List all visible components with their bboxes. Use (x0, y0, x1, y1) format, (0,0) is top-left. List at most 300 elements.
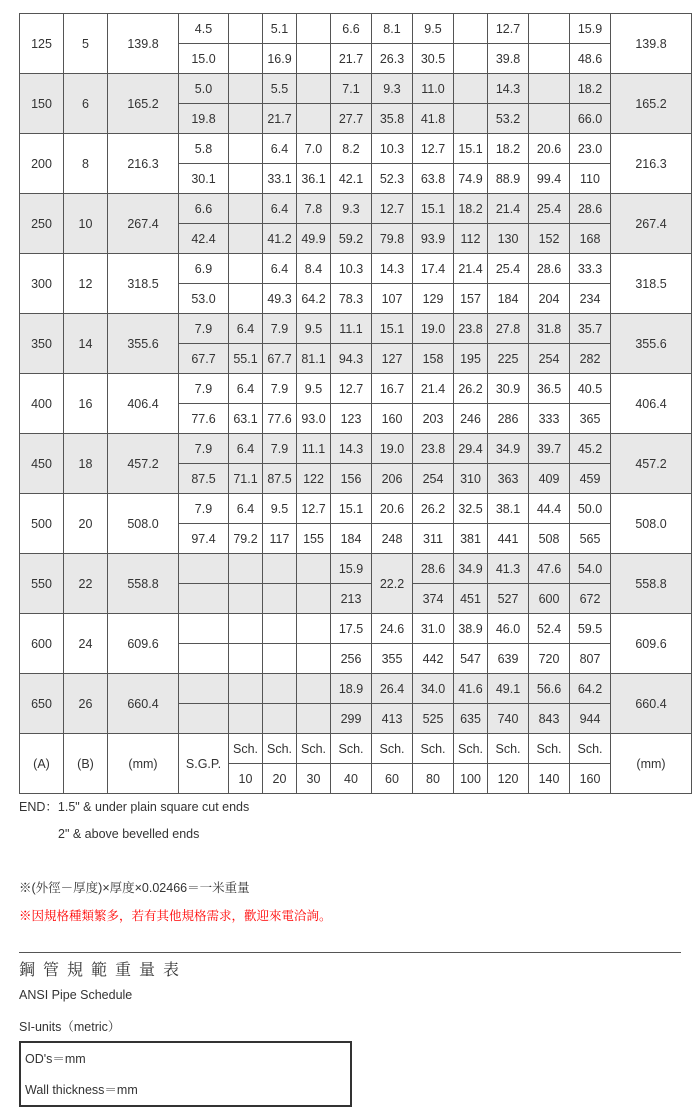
thickness-cell-s100: 18.2 (454, 194, 488, 224)
weight-cell-s30 (297, 644, 331, 674)
thickness-cell-s100: 29.4 (454, 434, 488, 464)
thickness-cell-s40: 18.9 (331, 674, 372, 704)
section-divider (19, 952, 681, 953)
thickness-cell-s160: 40.5 (570, 374, 611, 404)
weight-cell-s30 (297, 584, 331, 614)
outer-diameter-mm: 457.2 (108, 434, 179, 494)
nominal-size-b: 22 (64, 554, 108, 614)
weight-cell-s40: 78.3 (331, 284, 372, 314)
weight-cell-s30: 93.0 (297, 404, 331, 434)
thickness-cell-s20: 7.9 (263, 314, 297, 344)
weight-cell-s80: 203 (413, 404, 454, 434)
weight-cell-s140: 409 (529, 464, 570, 494)
thickness-cell-sgp (179, 554, 229, 584)
thickness-cell-s20: 7.9 (263, 374, 297, 404)
nominal-size-b: 24 (64, 614, 108, 674)
thickness-cell-s40: 15.9 (331, 554, 372, 584)
end-note-line2: 2" & above bevelled ends (58, 827, 200, 841)
thickness-cell-s140: 52.4 (529, 614, 570, 644)
weight-cell-s160: 168 (570, 224, 611, 254)
thickness-cell-s20: 5.1 (263, 14, 297, 44)
table-row (20, 314, 692, 344)
weight-cell-s80: 311 (413, 524, 454, 554)
footer-sch-label: Sch. (331, 734, 372, 764)
weight-cell-s140 (529, 44, 570, 74)
thickness-cell-s80: 28.6 (413, 554, 454, 584)
thickness-cell-s20 (263, 554, 297, 584)
table-row (20, 14, 692, 44)
weight-cell-s100: 451 (454, 584, 488, 614)
footer-sch-number: 100 (454, 764, 488, 794)
table-row (20, 494, 692, 524)
footer-sch-number: 140 (529, 764, 570, 794)
thickness-cell-s20 (263, 674, 297, 704)
weight-cell-sgp (179, 704, 229, 734)
weight-cell-s80: 525 (413, 704, 454, 734)
weight-cell-s160: 459 (570, 464, 611, 494)
nominal-size-b: 16 (64, 374, 108, 434)
weight-cell-s40: 299 (331, 704, 372, 734)
thickness-cell-s10: 6.4 (229, 494, 263, 524)
weight-cell-s140: 333 (529, 404, 570, 434)
weight-cell-s120: 441 (488, 524, 529, 554)
thickness-cell-s140: 25.4 (529, 194, 570, 224)
footer-sch-label: Sch. (529, 734, 570, 764)
footer-od-label: (mm) (611, 734, 692, 794)
thickness-cell-s10 (229, 614, 263, 644)
weight-cell-s160: 807 (570, 644, 611, 674)
outer-diameter-right: 406.4 (611, 374, 692, 434)
weight-cell-s120: 88.9 (488, 164, 529, 194)
weight-cell-s40: 123 (331, 404, 372, 434)
weight-cell-s160: 48.6 (570, 44, 611, 74)
thickness-cell-s80: 31.0 (413, 614, 454, 644)
weight-cell-s60: 413 (372, 704, 413, 734)
thickness-cell-s160: 64.2 (570, 674, 611, 704)
weight-cell-s10 (229, 284, 263, 314)
weight-cell-s120: 363 (488, 464, 529, 494)
section-title: 鋼管規範重量表 (19, 960, 188, 979)
nominal-size-b: 14 (64, 314, 108, 374)
footer-sch-label: Sch. (570, 734, 611, 764)
weight-cell-s100 (454, 104, 488, 134)
thickness-cell-s40: 17.5 (331, 614, 372, 644)
nominal-size-a: 400 (20, 374, 64, 434)
outer-diameter-mm: 355.6 (108, 314, 179, 374)
weight-cell-s20: 41.2 (263, 224, 297, 254)
weight-cell-s20 (263, 644, 297, 674)
weight-cell-s120: 225 (488, 344, 529, 374)
nominal-size-b: 10 (64, 194, 108, 254)
outer-diameter-right: 355.6 (611, 314, 692, 374)
thickness-cell-s10 (229, 194, 263, 224)
weight-cell-s60: 35.8 (372, 104, 413, 134)
outer-diameter-right: 508.0 (611, 494, 692, 554)
pipe-schedule-table (19, 13, 692, 794)
footer-sch-label: Sch. (488, 734, 529, 764)
thickness-cell-s120: 41.3 (488, 554, 529, 584)
thickness-cell-s20: 9.5 (263, 494, 297, 524)
weight-cell-s60: 26.3 (372, 44, 413, 74)
weight-cell-s120: 740 (488, 704, 529, 734)
thickness-cell-s10: 6.4 (229, 374, 263, 404)
weight-cell-s20: 49.3 (263, 284, 297, 314)
weight-cell-s60: 79.8 (372, 224, 413, 254)
thickness-cell-s160: 33.3 (570, 254, 611, 284)
outer-diameter-right: 660.4 (611, 674, 692, 734)
thickness-cell-s10 (229, 554, 263, 584)
outer-diameter-right: 558.8 (611, 554, 692, 614)
weight-cell-s120: 130 (488, 224, 529, 254)
footer-sch-number: 60 (372, 764, 413, 794)
thickness-cell-s80: 23.8 (413, 434, 454, 464)
thickness-cell-s140: 36.5 (529, 374, 570, 404)
nominal-size-b: 6 (64, 74, 108, 134)
thickness-cell-s160: 15.9 (570, 14, 611, 44)
thickness-cell-s80: 12.7 (413, 134, 454, 164)
weight-cell-s80: 41.8 (413, 104, 454, 134)
weight-formula: ※(外徑－厚度)×厚度×0.02466＝一米重量 (19, 881, 250, 895)
thickness-cell-s120: 34.9 (488, 434, 529, 464)
thickness-cell-s120: 27.8 (488, 314, 529, 344)
thickness-cell-s20: 5.5 (263, 74, 297, 104)
thickness-cell-s10 (229, 14, 263, 44)
table-row (20, 194, 692, 224)
thickness-cell-s160: 35.7 (570, 314, 611, 344)
weight-cell-s60: 52.3 (372, 164, 413, 194)
footer-sch-number: 10 (229, 764, 263, 794)
nominal-size-b: 5 (64, 14, 108, 74)
weight-cell-sgp: 15.0 (179, 44, 229, 74)
weight-cell-s20: 16.9 (263, 44, 297, 74)
thickness-cell-s160: 45.2 (570, 434, 611, 464)
thickness-cell-s60: 22.2 (372, 554, 413, 614)
footer-mm-label: (mm) (108, 734, 179, 794)
weight-cell-s80: 158 (413, 344, 454, 374)
thickness-cell-s160: 18.2 (570, 74, 611, 104)
weight-cell-s140: 204 (529, 284, 570, 314)
outer-diameter-mm: 406.4 (108, 374, 179, 434)
thickness-cell-sgp: 6.9 (179, 254, 229, 284)
table-row (20, 614, 692, 644)
thickness-cell-s100: 34.9 (454, 554, 488, 584)
weight-cell-s140 (529, 104, 570, 134)
outer-diameter-mm: 508.0 (108, 494, 179, 554)
weight-cell-s10 (229, 224, 263, 254)
table-row (20, 254, 692, 284)
weight-cell-s40: 42.1 (331, 164, 372, 194)
thickness-cell-s10 (229, 74, 263, 104)
weight-cell-s40: 213 (331, 584, 372, 614)
weight-cell-s100: 74.9 (454, 164, 488, 194)
weight-cell-sgp (179, 644, 229, 674)
thickness-cell-s40: 14.3 (331, 434, 372, 464)
footer-sch-label: Sch. (263, 734, 297, 764)
footer-sch-number: 160 (570, 764, 611, 794)
outer-diameter-mm: 609.6 (108, 614, 179, 674)
thickness-cell-s100: 41.6 (454, 674, 488, 704)
thickness-cell-s20 (263, 614, 297, 644)
weight-cell-s10: 71.1 (229, 464, 263, 494)
weight-cell-s40: 59.2 (331, 224, 372, 254)
weight-cell-s140: 600 (529, 584, 570, 614)
table-row (20, 554, 692, 584)
weight-cell-s60: 160 (372, 404, 413, 434)
thickness-cell-s40: 11.1 (331, 314, 372, 344)
weight-cell-s30: 81.1 (297, 344, 331, 374)
table-row (20, 74, 692, 104)
weight-cell-s80: 63.8 (413, 164, 454, 194)
table-row (20, 134, 692, 164)
weight-cell-s30: 155 (297, 524, 331, 554)
thickness-cell-s120: 49.1 (488, 674, 529, 704)
weight-cell-sgp: 30.1 (179, 164, 229, 194)
nominal-size-b: 20 (64, 494, 108, 554)
weight-cell-s30 (297, 44, 331, 74)
weight-cell-s20 (263, 584, 297, 614)
footer-sch-number: 80 (413, 764, 454, 794)
thickness-cell-s40: 9.3 (331, 194, 372, 224)
thickness-cell-s120: 12.7 (488, 14, 529, 44)
weight-cell-s40: 21.7 (331, 44, 372, 74)
thickness-cell-s10: 6.4 (229, 314, 263, 344)
weight-cell-s100: 310 (454, 464, 488, 494)
weight-cell-s100: 246 (454, 404, 488, 434)
weight-cell-s100: 112 (454, 224, 488, 254)
thickness-cell-s40: 7.1 (331, 74, 372, 104)
thickness-cell-s40: 12.7 (331, 374, 372, 404)
nominal-size-a: 300 (20, 254, 64, 314)
weight-cell-s10 (229, 704, 263, 734)
thickness-cell-s160: 54.0 (570, 554, 611, 584)
weight-cell-s80: 129 (413, 284, 454, 314)
weight-cell-s30: 64.2 (297, 284, 331, 314)
outer-diameter-right: 267.4 (611, 194, 692, 254)
weight-cell-s160: 565 (570, 524, 611, 554)
thickness-cell-s30 (297, 554, 331, 584)
weight-cell-s10: 55.1 (229, 344, 263, 374)
thickness-cell-s80: 34.0 (413, 674, 454, 704)
thickness-cell-s160: 28.6 (570, 194, 611, 224)
weight-cell-s160: 282 (570, 344, 611, 374)
weight-cell-s10 (229, 164, 263, 194)
thickness-cell-s120: 18.2 (488, 134, 529, 164)
thickness-cell-s120: 25.4 (488, 254, 529, 284)
thickness-cell-s40: 10.3 (331, 254, 372, 284)
thickness-cell-s40: 8.2 (331, 134, 372, 164)
weight-cell-s80: 442 (413, 644, 454, 674)
weight-cell-s120: 286 (488, 404, 529, 434)
weight-cell-s120: 527 (488, 584, 529, 614)
thickness-cell-s60: 16.7 (372, 374, 413, 404)
weight-cell-sgp: 67.7 (179, 344, 229, 374)
thickness-cell-s140: 39.7 (529, 434, 570, 464)
si-units-label: SI-units（metric） (19, 1020, 121, 1034)
weight-cell-s100: 157 (454, 284, 488, 314)
footer-sch-number: 120 (488, 764, 529, 794)
thickness-cell-s30: 11.1 (297, 434, 331, 464)
thickness-cell-s20: 6.4 (263, 134, 297, 164)
nominal-size-a: 650 (20, 674, 64, 734)
footer-b-label: (B) (64, 734, 108, 794)
nominal-size-a: 450 (20, 434, 64, 494)
thickness-cell-s120: 21.4 (488, 194, 529, 224)
thickness-cell-s60: 19.0 (372, 434, 413, 464)
end-note-line1: END：1.5" & under plain square cut ends (19, 800, 250, 814)
weight-cell-s20: 33.1 (263, 164, 297, 194)
thickness-cell-s140: 20.6 (529, 134, 570, 164)
weight-cell-s120: 53.2 (488, 104, 529, 134)
thickness-cell-s100: 23.8 (454, 314, 488, 344)
nominal-size-b: 18 (64, 434, 108, 494)
weight-cell-s80: 254 (413, 464, 454, 494)
weight-cell-s120: 39.8 (488, 44, 529, 74)
thickness-cell-s100: 15.1 (454, 134, 488, 164)
thickness-cell-s10 (229, 254, 263, 284)
thickness-cell-s100 (454, 74, 488, 104)
outer-diameter-right: 216.3 (611, 134, 692, 194)
thickness-cell-s160: 59.5 (570, 614, 611, 644)
thickness-cell-sgp: 5.8 (179, 134, 229, 164)
thickness-cell-s80: 19.0 (413, 314, 454, 344)
thickness-cell-s100 (454, 14, 488, 44)
thickness-cell-s80: 11.0 (413, 74, 454, 104)
thickness-cell-s80: 17.4 (413, 254, 454, 284)
outer-diameter-mm: 216.3 (108, 134, 179, 194)
thickness-cell-sgp: 7.9 (179, 434, 229, 464)
weight-cell-sgp: 42.4 (179, 224, 229, 254)
weight-cell-s30: 122 (297, 464, 331, 494)
weight-cell-s140: 99.4 (529, 164, 570, 194)
outer-diameter-right: 139.8 (611, 14, 692, 74)
thickness-cell-s30 (297, 14, 331, 44)
weight-cell-s140: 720 (529, 644, 570, 674)
thickness-cell-s40: 6.6 (331, 14, 372, 44)
thickness-cell-s140 (529, 14, 570, 44)
nominal-size-a: 500 (20, 494, 64, 554)
weight-cell-s120: 184 (488, 284, 529, 314)
weight-cell-s60: 355 (372, 644, 413, 674)
thickness-cell-sgp: 4.5 (179, 14, 229, 44)
nominal-size-a: 550 (20, 554, 64, 614)
thickness-cell-s30: 7.8 (297, 194, 331, 224)
outer-diameter-right: 165.2 (611, 74, 692, 134)
footer-sch-label: Sch. (297, 734, 331, 764)
thickness-cell-s30: 12.7 (297, 494, 331, 524)
weight-cell-s40: 156 (331, 464, 372, 494)
weight-cell-s160: 66.0 (570, 104, 611, 134)
footer-sch-number: 20 (263, 764, 297, 794)
thickness-cell-s120: 46.0 (488, 614, 529, 644)
footer-a-label: (A) (20, 734, 64, 794)
units-box (19, 1041, 352, 1107)
weight-cell-s30 (297, 704, 331, 734)
weight-cell-s20: 117 (263, 524, 297, 554)
nominal-size-b: 26 (64, 674, 108, 734)
od-unit: OD's＝mm (25, 1052, 86, 1066)
footer-sch-label: Sch. (229, 734, 263, 764)
thickness-cell-s140: 44.4 (529, 494, 570, 524)
weight-cell-s140: 508 (529, 524, 570, 554)
table-row (20, 374, 692, 404)
thickness-cell-s60: 15.1 (372, 314, 413, 344)
weight-cell-s30 (297, 104, 331, 134)
weight-cell-s100: 547 (454, 644, 488, 674)
weight-cell-s20: 77.6 (263, 404, 297, 434)
outer-diameter-mm: 165.2 (108, 74, 179, 134)
weight-cell-s10: 63.1 (229, 404, 263, 434)
outer-diameter-right: 609.6 (611, 614, 692, 674)
thickness-cell-s20: 7.9 (263, 434, 297, 464)
weight-cell-s40: 256 (331, 644, 372, 674)
weight-cell-s100: 195 (454, 344, 488, 374)
thickness-cell-s30 (297, 614, 331, 644)
thickness-cell-s20: 6.4 (263, 194, 297, 224)
thickness-cell-s100: 32.5 (454, 494, 488, 524)
nominal-size-b: 12 (64, 254, 108, 314)
weight-cell-sgp: 19.8 (179, 104, 229, 134)
thickness-cell-s30 (297, 674, 331, 704)
weight-cell-s10 (229, 104, 263, 134)
weight-cell-s60: 248 (372, 524, 413, 554)
thickness-cell-s160: 50.0 (570, 494, 611, 524)
weight-cell-s160: 944 (570, 704, 611, 734)
weight-cell-s10 (229, 584, 263, 614)
thickness-cell-sgp: 6.6 (179, 194, 229, 224)
weight-cell-s60: 107 (372, 284, 413, 314)
thickness-cell-s100: 26.2 (454, 374, 488, 404)
weight-cell-s140: 843 (529, 704, 570, 734)
thickness-cell-sgp (179, 614, 229, 644)
thickness-cell-s100: 38.9 (454, 614, 488, 644)
weight-cell-s140: 254 (529, 344, 570, 374)
weight-cell-s10 (229, 44, 263, 74)
weight-cell-s20: 87.5 (263, 464, 297, 494)
thickness-cell-s60: 9.3 (372, 74, 413, 104)
thickness-cell-sgp: 5.0 (179, 74, 229, 104)
weight-cell-sgp: 87.5 (179, 464, 229, 494)
weight-cell-s10 (229, 644, 263, 674)
thickness-cell-sgp: 7.9 (179, 494, 229, 524)
thickness-cell-s100: 21.4 (454, 254, 488, 284)
thickness-cell-s60: 10.3 (372, 134, 413, 164)
thickness-cell-s140 (529, 74, 570, 104)
table-row (20, 674, 692, 704)
weight-cell-s100 (454, 44, 488, 74)
outer-diameter-right: 457.2 (611, 434, 692, 494)
thickness-cell-sgp (179, 674, 229, 704)
thickness-cell-s10 (229, 674, 263, 704)
weight-cell-s120: 639 (488, 644, 529, 674)
outer-diameter-mm: 318.5 (108, 254, 179, 314)
thickness-cell-s80: 15.1 (413, 194, 454, 224)
nominal-size-a: 125 (20, 14, 64, 74)
thickness-cell-s120: 38.1 (488, 494, 529, 524)
thickness-cell-s40: 15.1 (331, 494, 372, 524)
weight-cell-sgp: 53.0 (179, 284, 229, 314)
outer-diameter-right: 318.5 (611, 254, 692, 314)
weight-cell-s160: 365 (570, 404, 611, 434)
weight-cell-s60: 127 (372, 344, 413, 374)
thickness-cell-s30: 7.0 (297, 134, 331, 164)
footer-row (20, 734, 692, 764)
thickness-cell-s160: 23.0 (570, 134, 611, 164)
weight-cell-s20: 21.7 (263, 104, 297, 134)
thickness-cell-s120: 14.3 (488, 74, 529, 104)
footer-sch-number: 30 (297, 764, 331, 794)
thickness-cell-s30: 9.5 (297, 374, 331, 404)
wall-thickness-unit: Wall thickness＝mm (25, 1083, 138, 1097)
